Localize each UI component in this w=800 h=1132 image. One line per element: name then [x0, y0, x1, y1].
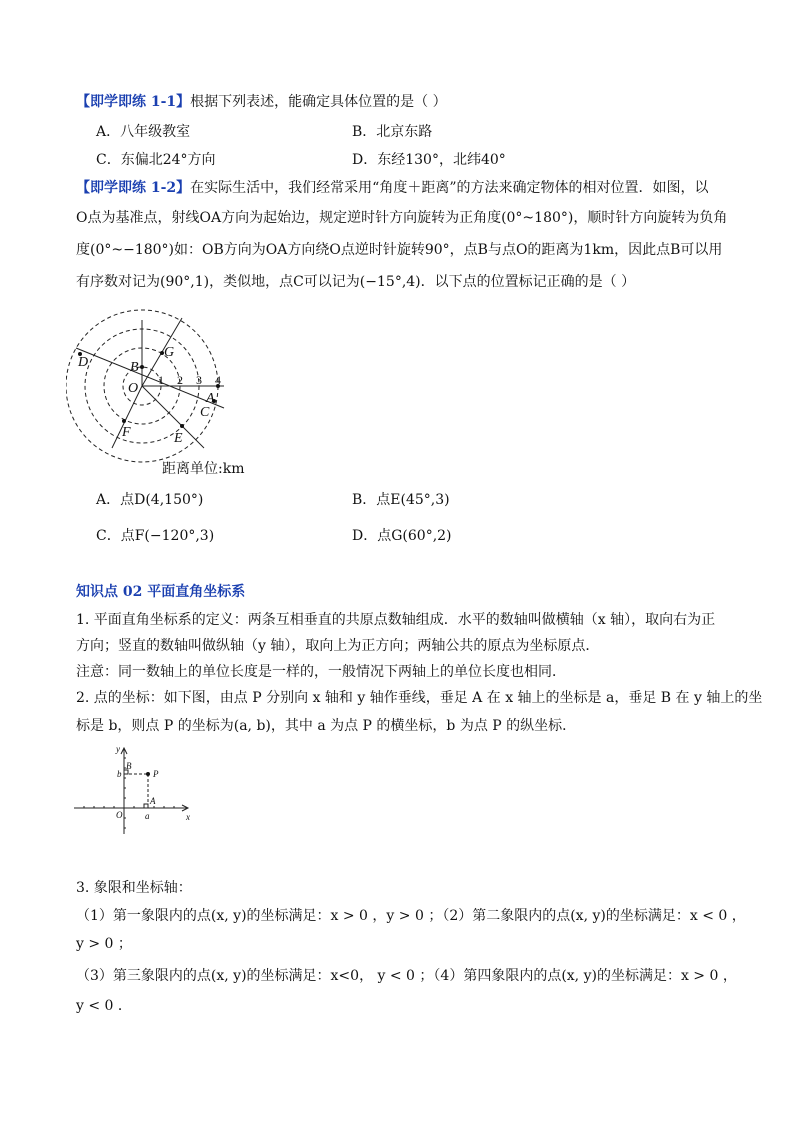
option-text: 点F(−120°,3) — [120, 528, 215, 544]
quadrant-line: y < 0 ． — [76, 998, 132, 1014]
option-letter: C． — [96, 152, 121, 168]
label-e: E — [174, 431, 183, 446]
label-a-value: a — [145, 811, 150, 821]
paragraph-line: 1. 平面直角坐标系的定义：两条互相垂直的共原点数轴组成．水平的数轴叫做横轴（x 轴），取向右为正 — [76, 612, 716, 628]
option-letter: A． — [96, 124, 121, 140]
label-b: B — [130, 360, 139, 375]
label-f: F — [122, 425, 131, 440]
point-e — [180, 424, 184, 428]
option-c — [96, 526, 214, 546]
option-letter: A． — [96, 492, 121, 508]
paragraph-line: 2. 点的坐标：如下图，由点 P 分别向 x 轴和 y 轴作垂线，垂足 A 在 x 轴上的坐标是 a，垂足 B 在 y 轴上的坐 — [76, 690, 763, 706]
option-letter: B． — [352, 492, 377, 508]
quadrant-line: （1）第一象限内的点(x, y)的坐标满足：x > 0 ，y > 0 ；（2）第二象限内的点(x, y)的坐标满足：x < 0 ， — [76, 908, 746, 924]
figure-caption: 距离单位:km — [162, 461, 245, 477]
question-1-1 — [76, 92, 447, 112]
option-letter: C． — [96, 528, 121, 544]
option-a — [96, 490, 203, 510]
option-b — [352, 490, 450, 510]
perpendiculars — [124, 774, 148, 808]
tick-label-3: 3 — [196, 373, 202, 387]
label-x: x — [186, 812, 190, 822]
label-p: P — [153, 769, 159, 779]
tick-label-2: 2 — [177, 373, 183, 387]
label-y: y — [116, 744, 120, 754]
tick-label-1: 1 — [158, 373, 164, 387]
paragraph-line: 方向；竖直的数轴叫做纵轴（y 轴），取向上为正方向；两轴公共的原点为坐标原点． — [76, 638, 600, 654]
question-text-line: 度(0°~−180°)如：OB方向为OA方向绕O点逆时针旋转90°，点B与点O的距离为1km，因此点B可以用 — [76, 242, 723, 258]
paragraph-line: 标是 b，则点 P 的坐标为(a, b)，其中 a 为点 P 的横坐标，b 为点 P 的纵坐标． — [76, 718, 577, 734]
point-p — [146, 772, 150, 776]
right-angle-a — [144, 804, 148, 808]
question-1-2 — [76, 178, 708, 198]
tick-label-4: 4 — [215, 373, 221, 387]
label-foot-b: B — [126, 761, 132, 771]
option-b — [352, 122, 432, 142]
question-text-line: O点为基准点，射线OA方向为起始边，规定逆时针方向旋转为正角度(0°~180°)，顺时针方向旋转为负角 — [76, 210, 728, 226]
label-d: D — [78, 355, 89, 370]
option-letter: D． — [352, 152, 378, 168]
coordinate-figure — [72, 742, 196, 836]
option-d — [352, 150, 506, 170]
option-text: 点D(4,150°) — [120, 492, 204, 508]
option-text: 东经130°，北纬40° — [377, 152, 506, 168]
label-o: O — [116, 810, 123, 820]
option-c — [96, 150, 216, 170]
paragraph-line: 3. 象限和坐标轴： — [76, 880, 192, 896]
option-a — [96, 122, 190, 142]
question-text-line: 在实际生活中，我们经常采用“角度＋距离”的方法来确定物体的相对位置．如图，以 — [190, 180, 709, 196]
question-text-line: 有序数对记为(90°,1)，类似地，点C可以记为(−15°,4)．以下点的位置标记正确的是（ ） — [76, 274, 636, 290]
option-text: 点G(60°,2) — [377, 528, 452, 544]
question-stem: 根据下列表述，能确定具体位置的是（ ） — [190, 94, 447, 110]
point-f — [122, 419, 126, 423]
option-letter: D． — [352, 528, 378, 544]
label-g: G — [164, 345, 175, 360]
question-tag: 【即学即练 1-1】 — [76, 94, 191, 110]
label-c: C — [200, 405, 210, 420]
quadrant-line: y > 0 ； — [76, 936, 132, 952]
label-a: A — [206, 391, 215, 406]
label-b-value: b — [117, 769, 122, 779]
option-text: 点E(45°,3) — [376, 492, 450, 508]
question-tag: 【即学即练 1-2】 — [76, 180, 191, 196]
quadrant-line: （3）第三象限内的点(x, y)的坐标满足：x<0， y < 0 ；（4）第四象限内的点(x, y)的坐标满足：x > 0 ， — [76, 968, 737, 984]
option-text: 八年级教室 — [120, 124, 191, 140]
section-title: 知识点 02 平面直角坐标系 — [76, 584, 246, 600]
label-o: O — [128, 381, 139, 396]
note-line: 注意：同一数轴上的单位长度是一样的，一般情况下两轴上的单位长度也相同． — [76, 664, 566, 680]
option-letter: B． — [352, 124, 377, 140]
label-foot-a: A — [150, 796, 156, 806]
option-d — [352, 526, 452, 546]
point-b — [140, 365, 144, 369]
option-text: 东偏北24°方向 — [120, 152, 216, 168]
ray-oe — [142, 386, 204, 448]
option-text: 北京东路 — [376, 124, 433, 140]
